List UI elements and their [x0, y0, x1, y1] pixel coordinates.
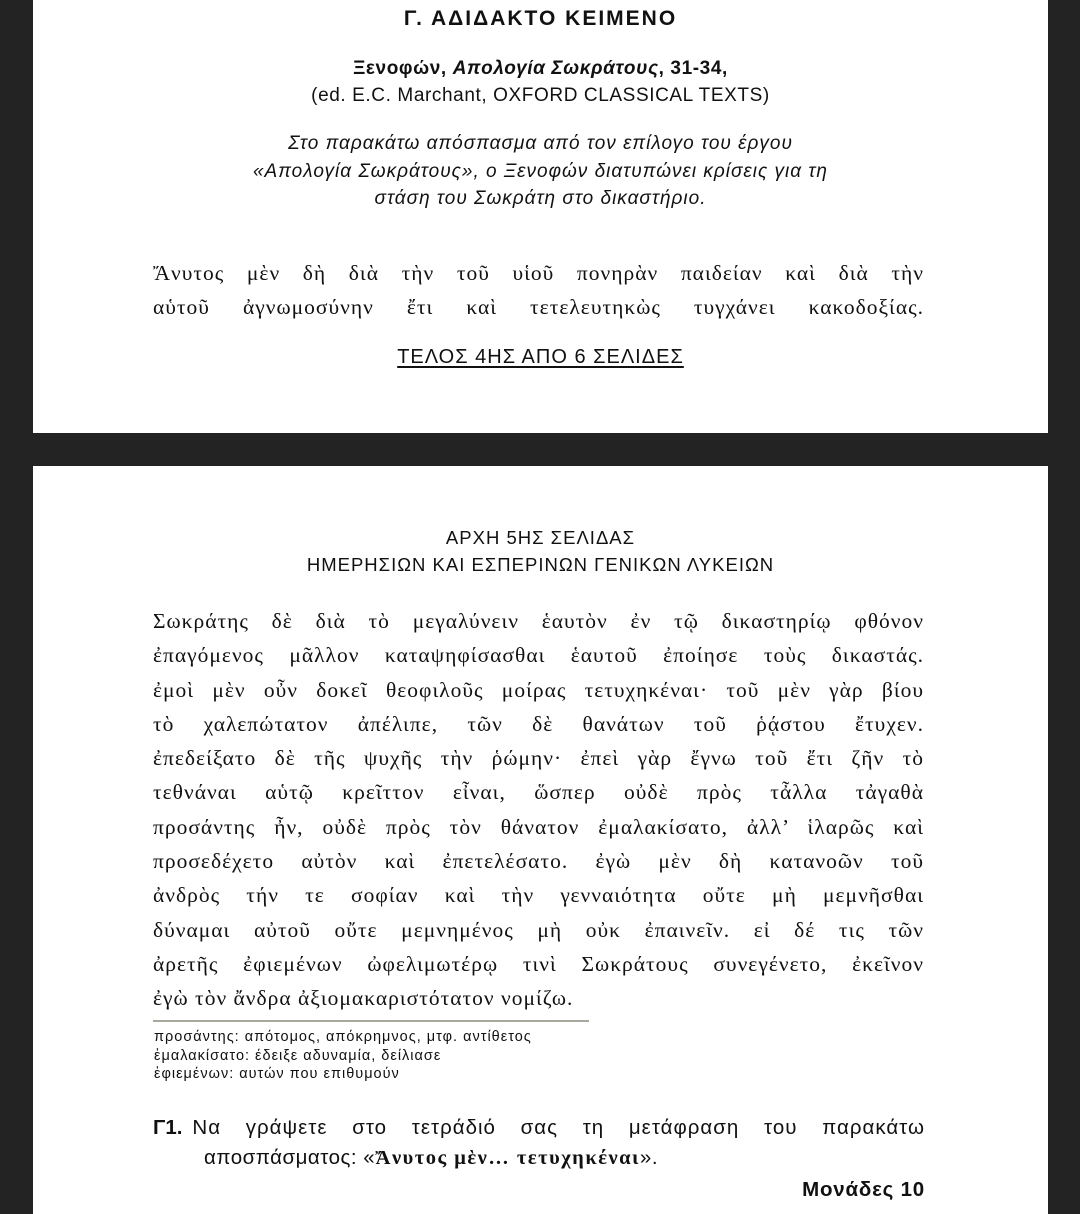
- excerpt-line: προσεδέχετο αὐτὸν καὶ ἐπετελέσατο. ἐγὼ μὲν δὴ κατανοῶν τοῦ: [153, 849, 924, 874]
- excerpt-line: δύναμαι αὐτοῦ οὔτε μεμνημένος μὴ οὐκ ἐπαινεῖν. εἰ δέ τις τῶν: [153, 917, 924, 942]
- excerpt-line: τεθνάναι αὑτῷ κρεῖττον εἶναι, ὥσπερ οὐδὲ πρὸς τἆλλα τἀγαθὰ: [153, 780, 924, 805]
- excerpt-line: Σωκράτης δὲ διὰ τὸ μεγαλύνειν ἑαυτὸν ἐν τῷ δικαστηρίῳ φθόνον: [153, 609, 924, 633]
- excerpt-line: ἐπαγόμενος μᾶλλον καταψηφίσασθαι ἑαυτοῦ ἐποίησε τοὺς δικαστάς.: [153, 643, 924, 668]
- source-citation: [33, 58, 1048, 80]
- question-text-continued: [153, 1143, 925, 1173]
- greek-excerpt-2: [153, 604, 924, 1016]
- excerpt-line: ἐπεδείξατο δὲ τῆς ψυχῆς τὴν ῥώμην· ἐπεὶ γὰρ ἔγνω τοῦ ἔτι ζῆν τὸ: [153, 746, 924, 771]
- source-chapters: , 31-34,: [658, 58, 728, 79]
- source-work: Απολογία Σωκράτους: [452, 58, 659, 79]
- intro-line: Στο παρακάτω απόσπασμα από τον επίλογο του έργου: [288, 133, 793, 154]
- footnotes: [154, 1028, 532, 1084]
- question-text-prefix: αποσπάσματος: «: [204, 1146, 376, 1169]
- footnote: ἐμαλακίσατο: έδειξε αδυναμία, δείλιασε: [154, 1047, 442, 1064]
- school-type-header: ΗΜΕΡΗΣΙΩΝ ΚΑΙ ΕΣΠΕΡΙΝΩΝ ΓΕΝΙΚΩΝ ΛΥΚΕΙΩΝ: [306, 554, 775, 575]
- page-start-header: ΑΡΧΗ 5ΗΣ ΣΕΛΙΔΑΣ: [445, 527, 636, 548]
- page-end-marker: [33, 346, 1048, 369]
- greek-excerpt-1: [153, 256, 924, 324]
- intro-line: «Απολογία Σωκράτους», ο Ξενοφών διατυπώνει κρίσεις για τη: [252, 160, 828, 182]
- question-text-suffix: ».: [639, 1146, 659, 1169]
- question-text: Να γράψετε στο τετράδιό σας τη μετάφραση του παρακάτω: [192, 1116, 925, 1139]
- footnote: ἐφιεμένων: αυτών που επιθυμούν: [154, 1066, 400, 1082]
- footnote: προσάντης: απότομος, απόκρημνος, μτφ. αντίθετος: [154, 1029, 532, 1045]
- exam-page-5: [33, 466, 1048, 1214]
- intro-line: στάση του Σωκράτη στο δικαστήριο.: [374, 188, 707, 209]
- question-points: Μονάδες 10: [802, 1178, 925, 1201]
- footnote-divider: [153, 1020, 589, 1022]
- intro-text: [33, 130, 1048, 213]
- excerpt-line: ἐμοὶ μὲν οὖν δοκεῖ θεοφιλοῦς μοίρας τετυχηκέναι· τοῦ μὲν γὰρ βίου: [153, 677, 924, 702]
- question-g1: [153, 1113, 925, 1205]
- excerpt-line: ἀνδρὸς τήν τε σοφίαν καὶ τὴν γενναιότητα οὔτε μὴ μεμνῆσθαι: [153, 883, 924, 908]
- excerpt-line: τὸ χαλεπώτατον ἀπέλιπε, τῶν δὲ θανάτων τοῦ ῥᾴστου ἔτυχεν.: [153, 711, 924, 736]
- excerpt-line: αὑτοῦ ἀγνωμοσύνην ἔτι καὶ τετελευτηκὼς τυγχάνει κακοδοξίας.: [153, 295, 924, 319]
- section-title: Γ. ΑΔΙΔΑΚΤΟ ΚΕΙΜΕΝΟ: [403, 7, 678, 30]
- source-edition: (ed. E.C. Marchant, OXFORD CLASSICAL TEXTS): [311, 85, 770, 106]
- excerpt-line: προσάντης ἦν, οὐδὲ πρὸς τὸν θάνατον ἐμαλακίσατο, ἀλλ’ ἱλαρῶς καὶ: [153, 814, 924, 839]
- question-quote: Ἄνυτος μὲν… τετυχηκέναι: [375, 1147, 640, 1169]
- excerpt-line: ἀρετῆς ἐφιεμένων ὠφελιμωτέρῳ τινὶ Σωκράτους συνεγένετο, ἐκεῖνον: [153, 951, 924, 976]
- exam-page-4: [33, 0, 1048, 433]
- source-author: Ξενοφών,: [353, 58, 453, 79]
- page-end-text: ΤΕΛΟΣ 4ΗΣ ΑΠΟ 6 ΣΕΛΙΔΕΣ: [397, 346, 684, 368]
- excerpt-line: Ἄνυτος μὲν δὴ διὰ τὴν τοῦ υἱοῦ πονηρὰν παιδείαν καὶ διὰ τὴν: [153, 261, 924, 285]
- question-number: Γ1.: [153, 1116, 183, 1139]
- excerpt-line: ἐγὼ τὸν ἄνδρα ἀξιομακαριστότατον νομίζω.: [153, 986, 574, 1011]
